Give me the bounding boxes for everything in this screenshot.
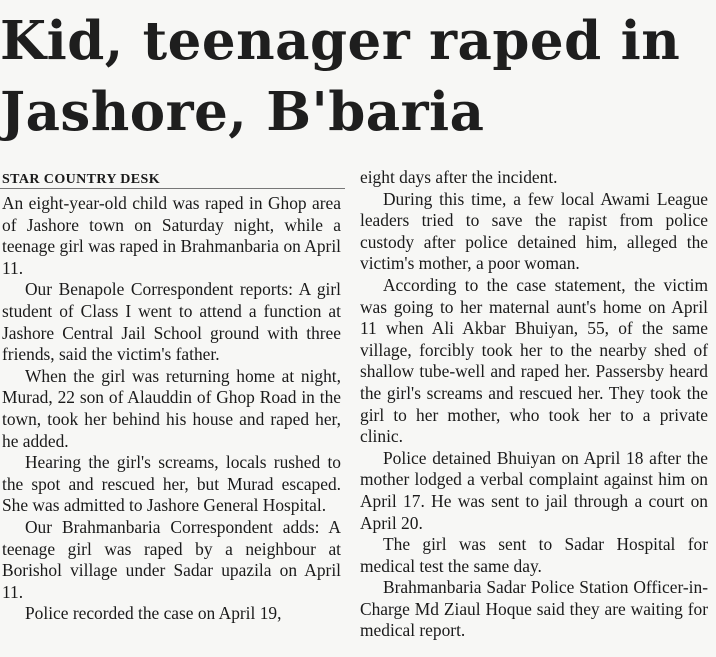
paragraph: Police detained Bhuiyan on April 18 after the mother lodged a verbal complaint against him on April 17. He was sent to jail through a court on April 20.: [360, 447, 708, 533]
paragraph: Our Brahmanbaria Correspondent adds: A teenage girl was raped by a neighbour at Borishol village under Sadar upazila on April 11.: [2, 516, 341, 602]
paragraph: Police recorded the case on April 19,: [25, 603, 282, 624]
paragraph-lead: An eight-year-old child was raped in Ghop area of Jashore town on Saturday night, while a teenage girl was raped in Brahmanbaria on April 11.: [2, 193, 341, 278]
headline: [0, 6, 716, 148]
headline-line-2: Jashore, B'baria: [0, 81, 485, 143]
paragraph: According to the case statement, the victim was going to her maternal aunt's home on April 11 when Ali Akbar Bhuiyan, 55, of the same village, forcibly took her to the nearby shed of shallow tube-well and raped her. Passersby heard the girl's screams and rescued her. They took the girl to her mother, who took her to a private clinic.: [360, 274, 708, 447]
paragraph: Hearing the girl's screams, locals rushed to the spot and rescued her, but Murad escaped. She was admitted to Jashore General Hospital.: [2, 452, 341, 516]
byline: STAR COUNTRY DESK: [2, 172, 160, 187]
article-left-column: [2, 169, 341, 625]
paragraph: The girl was sent to Sadar Hospital for medical test the same day.: [360, 534, 708, 576]
paragraph-continued: eight days after the incident.: [360, 167, 558, 187]
headline-line-1: Kid, teenager raped in: [0, 10, 681, 72]
paragraph: During this time, a few local Awami League leaders tried to save the rapist from police custody after police detained him, alleged the victim's mother, a poor woman.: [360, 188, 708, 274]
article-right-column: [360, 167, 708, 642]
paragraph: When the girl was returning home at night, Murad, 22 son of Alauddin of Ghop Road in the town, took her behind his house and raped her, he added.: [2, 365, 341, 451]
paragraph: Our Benapole Correspondent reports: A girl student of Class I went to attend a function at Jashore Central Jail School ground with three friends, said the victim's father.: [2, 279, 341, 365]
paragraph: Brahmanbaria Sadar Police Station Officer-in-Charge Md Ziaul Hoque said they are waiting for medical report.: [360, 577, 708, 641]
